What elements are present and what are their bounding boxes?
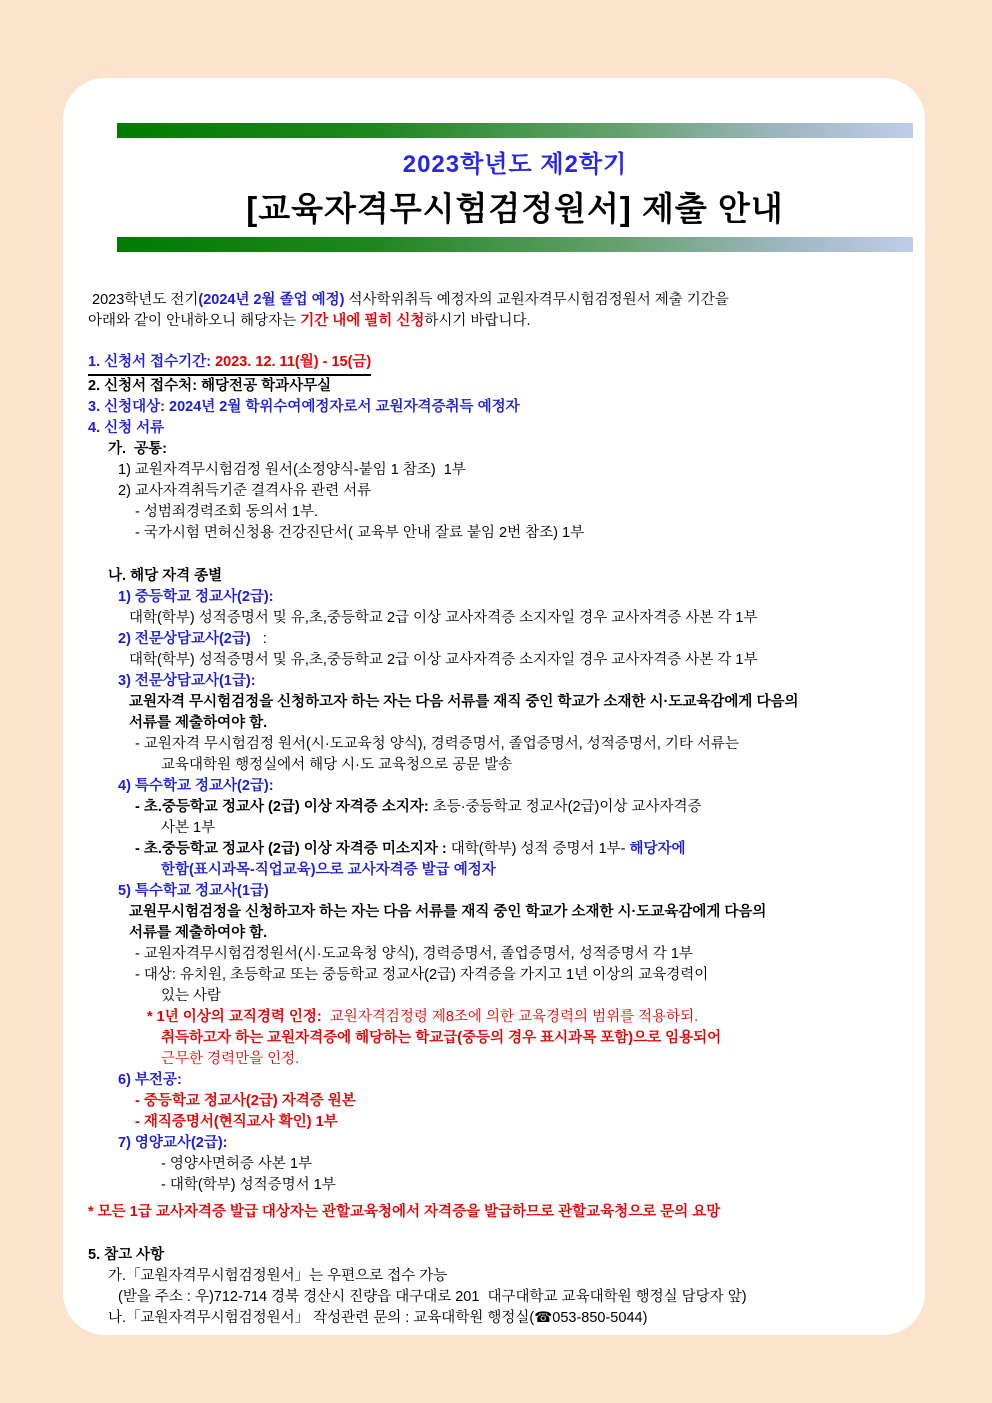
doc-line (63, 1266, 925, 1287)
doc-line (63, 1202, 925, 1223)
doc-line (63, 1091, 925, 1112)
doc-line (63, 481, 925, 502)
doc-text: 2) 교사자격취득기준 결격사유 관련 서류 (118, 483, 372, 499)
doc-text: 아래와 같이 안내하오니 해당자는 (88, 313, 301, 329)
doc-text: 교원자격검정령 제8조에 의한 교육경력의 범위를 적용하되. (329, 1009, 699, 1025)
doc-line (63, 650, 925, 671)
notice-body (63, 290, 925, 1329)
doc-text: (2024년 2월 졸업 예정) (198, 292, 345, 308)
doc-text: 사본 1부 (161, 820, 216, 836)
doc-line (63, 1070, 925, 1091)
doc-text: 서류를 제출하여야 함. (129, 715, 268, 731)
doc-line (63, 965, 925, 986)
notice-title: [교육자격무시험검정원서] 제출 안내 (246, 190, 784, 227)
doc-text: - 영양사면허증 사본 1부 (161, 1156, 313, 1172)
doc-line (63, 839, 925, 860)
doc-line (63, 1308, 925, 1329)
doc-text: - 대상: 유치원, 초등학교 또는 중등학교 정교사(2급) 자격증을 가지고 1년 이상의 교육경력이 (135, 967, 709, 983)
doc-text: 있는 사람 (161, 988, 222, 1004)
doc-text: - 교원자격무시험검정원서(시·도교육청 양식), 경력증명서, 졸업증명서, 성적증명서 각 1부 (135, 946, 693, 962)
doc-text: 대학(학부) 성적 증명서 1부- (450, 841, 630, 857)
doc-line (63, 902, 925, 923)
doc-line (63, 692, 925, 713)
underlined-text (88, 352, 371, 376)
doc-text: 2. 신청서 접수처: 해당전공 학과사무실 (88, 378, 332, 394)
doc-text: 3) 전문상담교사(1급): (118, 673, 256, 689)
doc-line (63, 986, 925, 1007)
doc-line (63, 587, 925, 608)
doc-line (63, 713, 925, 734)
doc-line (63, 1154, 925, 1175)
doc-text: 6) 부전공: (118, 1072, 182, 1088)
header-gradient-bar-top (117, 123, 913, 138)
doc-text: : (250, 631, 267, 647)
doc-line (63, 755, 925, 776)
doc-text: - 대학(학부) 성적증명서 1부 (161, 1177, 336, 1193)
doc-line (63, 1175, 925, 1196)
notice-header (117, 123, 913, 252)
doc-text: - 교원자격 무시험검정 원서(시·도교육청 양식), 경력증명서, 졸업증명서, 성적증명서, 기타 서류는 (135, 736, 739, 752)
doc-text: 하시기 바랍니다. (424, 313, 531, 329)
doc-text: 교원무시험검정을 신청하고자 하는 자는 다음 서류를 재직 중인 학교가 소재한 시·도교육감에게 다음의 (129, 904, 767, 920)
doc-line (63, 818, 925, 839)
doc-text: (받을 주소 : 우)712-714 경북 경산시 진량읍 대구대로 201 대구대학교 교육대학원 행정실 담당자 앞) (118, 1289, 747, 1305)
doc-text: 근무한 경력만을 인정. (161, 1051, 300, 1067)
doc-line (63, 629, 925, 650)
doc-line (63, 439, 925, 460)
doc-text: 나.「교원자격무시험검정원서」 작성관련 문의 : 교육대학원 행정실(☎053-850-5044) (108, 1310, 648, 1326)
doc-text: 가. 공통: (108, 441, 167, 457)
doc-text: - 초.중등학교 정교사 (2급) 이상 자격증 미소지자 : (135, 841, 451, 857)
doc-line (63, 352, 925, 376)
doc-line (63, 1007, 925, 1028)
doc-text: 3. 신청대상: 2024년 2월 학위수여예정자로서 교원자격증취득 예정자 (88, 399, 520, 415)
doc-text: 2023학년도 전기 (88, 292, 199, 308)
doc-line (63, 290, 925, 311)
doc-text: 2023. 12. 11(월) - 15(금) (215, 354, 372, 370)
doc-line (63, 1133, 925, 1154)
doc-line (63, 1245, 925, 1266)
doc-line (63, 923, 925, 944)
doc-line (63, 460, 925, 481)
notice-card (63, 78, 925, 1335)
doc-line (63, 502, 925, 523)
doc-line (63, 376, 925, 397)
doc-line (63, 776, 925, 797)
doc-line (63, 1049, 925, 1070)
doc-text: 교원자격 무시험검정을 신청하고자 하는 자는 다음 서류를 재직 중인 학교가 소재한 시·도교육감에게 다음의 (129, 694, 799, 710)
doc-text: 대학(학부) 성적증명서 및 유,초,중등학교 2급 이상 교사자격증 소지자일 경우 교사자격증 사본 각 1부 (129, 652, 758, 668)
doc-line (63, 797, 925, 818)
doc-text: 대학(학부) 성적증명서 및 유,초,중등학교 2급 이상 교사자격증 소지자일 경우 교사자격증 사본 각 1부 (129, 610, 758, 626)
doc-text: 취득하고자 하는 교원자격증에 해당하는 학교급(중등의 경우 표시과목 포함)으로 임용되어 (161, 1030, 722, 1046)
doc-line (63, 1287, 925, 1308)
doc-text: 4. 신청 서류 (88, 420, 165, 436)
doc-line (63, 860, 925, 881)
doc-line (63, 734, 925, 755)
doc-text: * 모든 1급 교사자격증 발급 대상자는 관할교육청에서 자격증을 발급하므로 관할교육청으로 문의 요망 (88, 1204, 721, 1220)
doc-line (63, 944, 925, 965)
doc-text: - 재직증명서(현직교사 확인) 1부 (135, 1114, 338, 1130)
doc-text: 서류를 제출하여야 함. (129, 925, 268, 941)
doc-text: 기간 내에 필히 신청 (300, 313, 425, 329)
doc-line (63, 397, 925, 418)
doc-text: 4) 특수학교 정교사(2급): (118, 778, 274, 794)
notice-subtitle: 2023학년도 제2학기 (402, 151, 628, 178)
doc-line (63, 1028, 925, 1049)
doc-text: 석사학위취득 예정자의 교원자격무시험검정원서 제출 기간을 (344, 292, 729, 308)
doc-text: 5) 특수학교 정교사(1급) (118, 883, 269, 899)
doc-text: - 국가시험 면허신청용 건강진단서( 교육부 안내 잘료 붙임 2번 참조) 1부 (135, 525, 585, 541)
doc-line (63, 881, 925, 902)
doc-line (63, 418, 925, 439)
doc-text: 7) 영양교사(2급): (118, 1135, 228, 1151)
doc-text: 1. 신청서 접수기간: (88, 354, 216, 370)
doc-line (63, 608, 925, 629)
doc-line (63, 1112, 925, 1133)
doc-text: 초등·중등학교 정교사(2급)이상 교사자격증 (432, 799, 702, 815)
doc-line (63, 566, 925, 587)
header-gradient-bar-bottom (117, 237, 913, 252)
doc-line (63, 523, 925, 544)
doc-text: 1) 중등학교 정교사(2급): (118, 589, 274, 605)
doc-text: - 초.중등학교 정교사 (2급) 이상 자격증 소지자: (135, 799, 433, 815)
doc-text: * 1년 이상의 교직경력 인정: (147, 1009, 330, 1025)
doc-text: - 중등학교 정교사(2급) 자격증 원본 (135, 1093, 356, 1109)
doc-text: 한함(표시과목-직업교육)으로 교사자격증 발급 예정자 (161, 862, 496, 878)
doc-text: 교육대학원 행정실에서 해당 시·도 교육청으로 공문 발송 (161, 757, 513, 773)
doc-text: 2) 전문상담교사(2급) (118, 631, 251, 647)
doc-text: 해당자에 (629, 841, 686, 857)
doc-text: - 성범죄경력조회 동의서 1부. (135, 504, 319, 520)
doc-text: 가.「교원자격무시험검정원서」는 우편으로 접수 가능 (108, 1268, 448, 1284)
doc-text: 나. 해당 자격 종별 (108, 568, 223, 584)
doc-text: 5. 참고 사항 (88, 1247, 165, 1263)
doc-line (63, 311, 925, 332)
doc-text: 1) 교원자격무시험검정 원서(소정양식-붙임 1 참조) 1부 (118, 462, 466, 478)
doc-line (63, 671, 925, 692)
